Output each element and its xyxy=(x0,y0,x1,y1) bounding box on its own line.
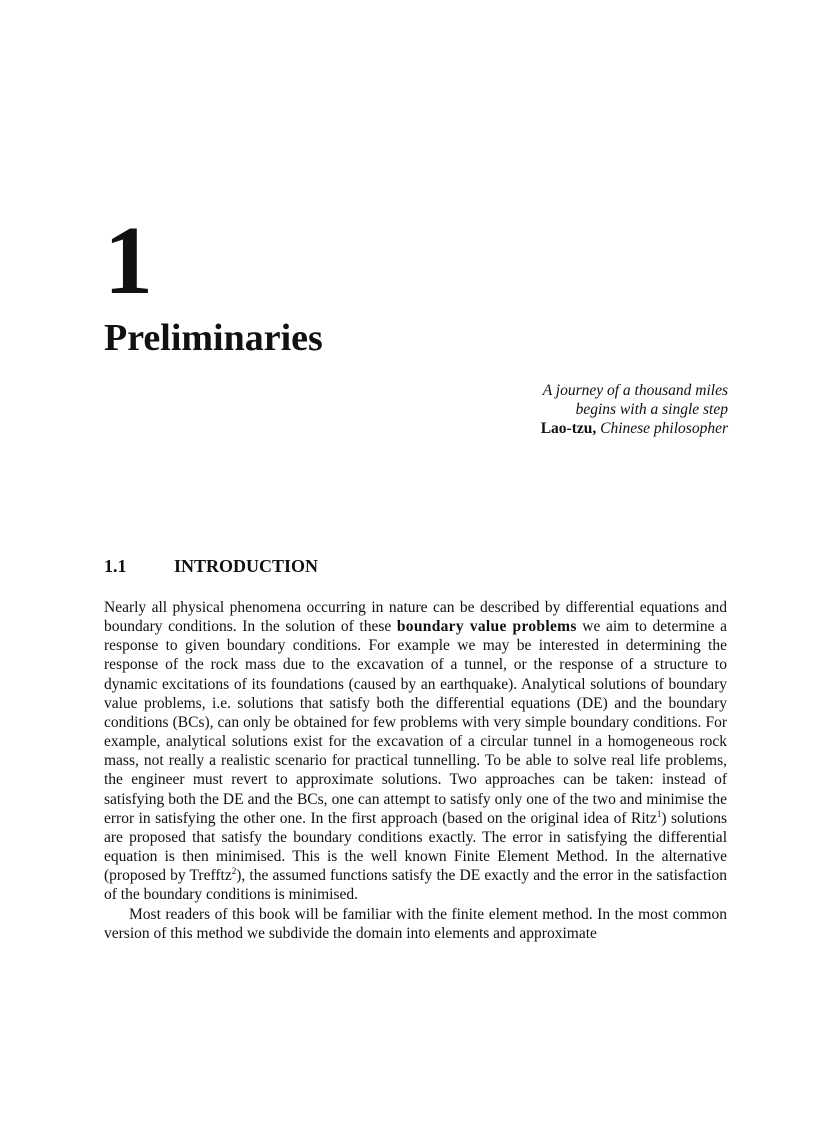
chapter-number: 1 xyxy=(104,207,153,315)
paragraph-1-part-4: ), the assumed functions satisfy the DE exactly and the error in the satisfaction of the boundary conditions is minimised. xyxy=(104,867,727,904)
epigraph xyxy=(541,381,728,438)
paragraph-1-part-1: Nearly all physical phenomena occurring in nature can be described by differential equations and boundary conditions. In the solution of these xyxy=(104,599,727,636)
bold-term: boundary value problems xyxy=(396,618,577,636)
section-number: 1.1 xyxy=(104,556,127,576)
paragraph-2: Most readers of this book will be familiar with the finite element method. In the most common version of this method we subdivide the domain into elements and approximate xyxy=(104,905,727,942)
epigraph-line-2: begins with a single step xyxy=(575,401,728,418)
section-heading xyxy=(104,556,318,577)
paragraph-1 xyxy=(104,598,727,905)
epigraph-attribution xyxy=(541,420,728,437)
footnote-ref-2[interactable]: 2 xyxy=(231,866,237,877)
epigraph-line-1: A journey of a thousand miles xyxy=(542,382,728,399)
body-text xyxy=(104,598,727,943)
section-title: INTRODUCTION xyxy=(174,556,319,576)
paragraph-1-part-2: we aim to determine a response to given boundary conditions. For example we may be interested in determining the response of the rock mass due to the excavation of a tunnel, or the response of a structure to dynamic excitations of its foundations (caused by an earthquake). Analytical solutions of boundary value problems, i.e. solutions that satisfy both the differential equations (DE) and the boundary conditions (BCs), can only be obtained for few problems with very simple boundary conditions. For example, analytical solutions exist for the excavation of a circular tunnel in a homogeneous rock mass, not really a realistic scenario for practical tunnelling. To be able to solve real life problems, the engineer must revert to approximate solutions. Two approaches can be taken: instead of satisfying both the DE and the BCs, one can attempt to satisfy only one of the two and minimise the error in satisfying the other one. In the first approach (based on the original idea of Ritz xyxy=(104,618,727,827)
footnote-ref-1[interactable]: 1 xyxy=(656,808,662,819)
epigraph-author-role: Chinese philosopher xyxy=(600,420,728,437)
chapter-title: Preliminaries xyxy=(104,317,323,359)
paragraph-1-part-3: ) solutions are proposed that satisfy the boundary conditions exactly. The error in satisfying the differential equation is then minimised. This is the well known Finite Element Method. In the alternative (proposed by Trefftz xyxy=(104,809,727,885)
epigraph-author: Lao-tzu, xyxy=(540,420,597,437)
